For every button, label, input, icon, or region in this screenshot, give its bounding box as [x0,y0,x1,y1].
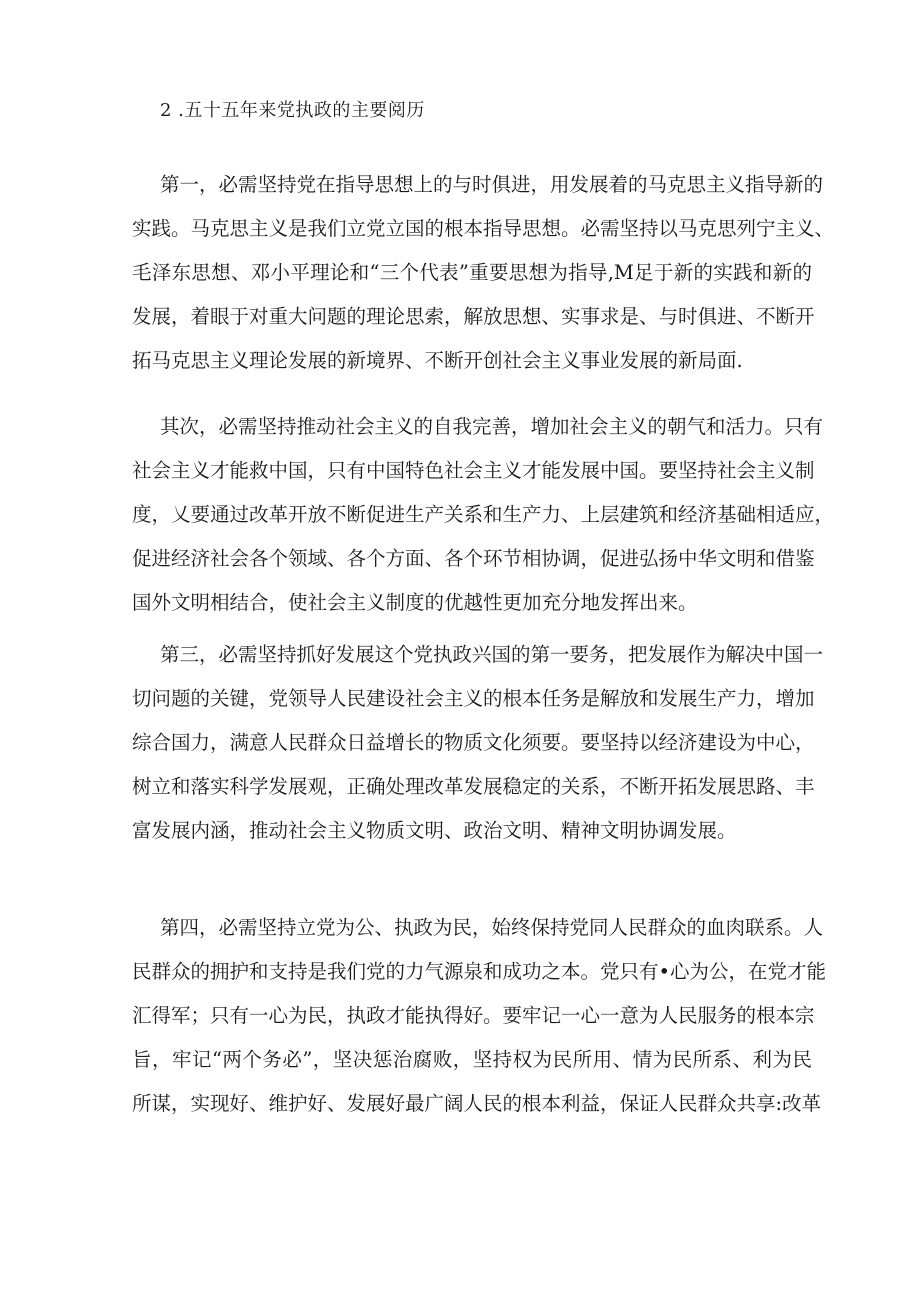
paragraph-line: 其次，必需坚持推动社会主义的自我完善，增加社会主义的朝气和活力。只有 [160,415,824,438]
paragraph-line: 综合国力，满意人民群众日益增长的物质文化须要。要坚持以经济建设为中心， [132,731,815,754]
paragraph-line: 促进经济社会各个领域、各个方面、各个环节相协调，促进弘扬中华文明和借鉴 [132,547,815,570]
paragraph-line: 汇得军；只有一心为民，执政才能执得好。要牢记一心一意为人民服务的根本宗 [132,1004,815,1027]
paragraph-line: 度，乂要通过改革开放不断促进生产关系和生产力、上层建筑和经济基础相适应， [132,503,835,526]
paragraph-line: 所谋，实现好、维护好、发展好最广阔人民的根本利益，保证人民群众共享:改革 [132,1092,822,1115]
paragraph-line: 第一，必需坚持党在指导思想上的与时俱进，用发展着的马克思主义指导新的 [160,173,824,196]
paragraph-fourth [132,906,827,1126]
section-heading: 2 .五十五年来党执政的主要阅历 [160,100,425,121]
paragraph-first [132,163,835,383]
paragraph-second [132,405,835,625]
paragraph-third [132,633,824,853]
paragraph-line: 民群众的拥护和支持是我们党的力气源泉和成功之本。党只有•心为公，在党才能 [132,960,827,983]
paragraph-line: 富发展内涵，推动社会主义物质文明、政治文明、精神文明协调发展。 [132,819,737,842]
paragraph-line: 国外文明相结合，使社会主义制度的优越性更加充分地发挥出来。 [132,591,698,614]
paragraph-line: 拓马克思主义理论发展的新境界、不断开创社会主义事业发展的新局面. [132,349,743,372]
paragraph-line: 第四，必需坚持立党为公、执政为民，始终保持党同人民群众的血肉联系。人 [160,916,824,939]
paragraph-line: 毛泽东思想、邓小平理论和“三个代表”重要思想为指导,M足于新的实践和新的 [132,261,812,284]
paragraph-line: 发展，着眼于对重大问题的理论思索，解放思想、实事求是、与时俱进、不断开 [132,305,815,328]
paragraph-line: 第三，必需坚持抓好发展这个党执政兴国的第一要务，把发展作为解决中国一 [160,643,824,666]
paragraph-line: 树立和落实科学发展观，正确处理改革发展稳定的关系，不断开拓发展思路、丰 [132,775,815,798]
paragraph-line: 旨，牢记“两个务必”，坚决惩治腐败，坚持权为民所用、情为民所系、利为民 [132,1048,812,1071]
paragraph-line: 实践。马克思主义是我们立党立国的根本指导思想。必需坚持以马克思列宁主义、 [132,217,835,240]
paragraph-line: 切问题的关键，党领导人民建设社会主义的根本任务是解放和发展生产力，增加 [132,687,815,710]
paragraph-line: 社会主义才能救中国，只有中国特色社会主义才能发展中国。要坚持社会主义制 [132,459,815,482]
